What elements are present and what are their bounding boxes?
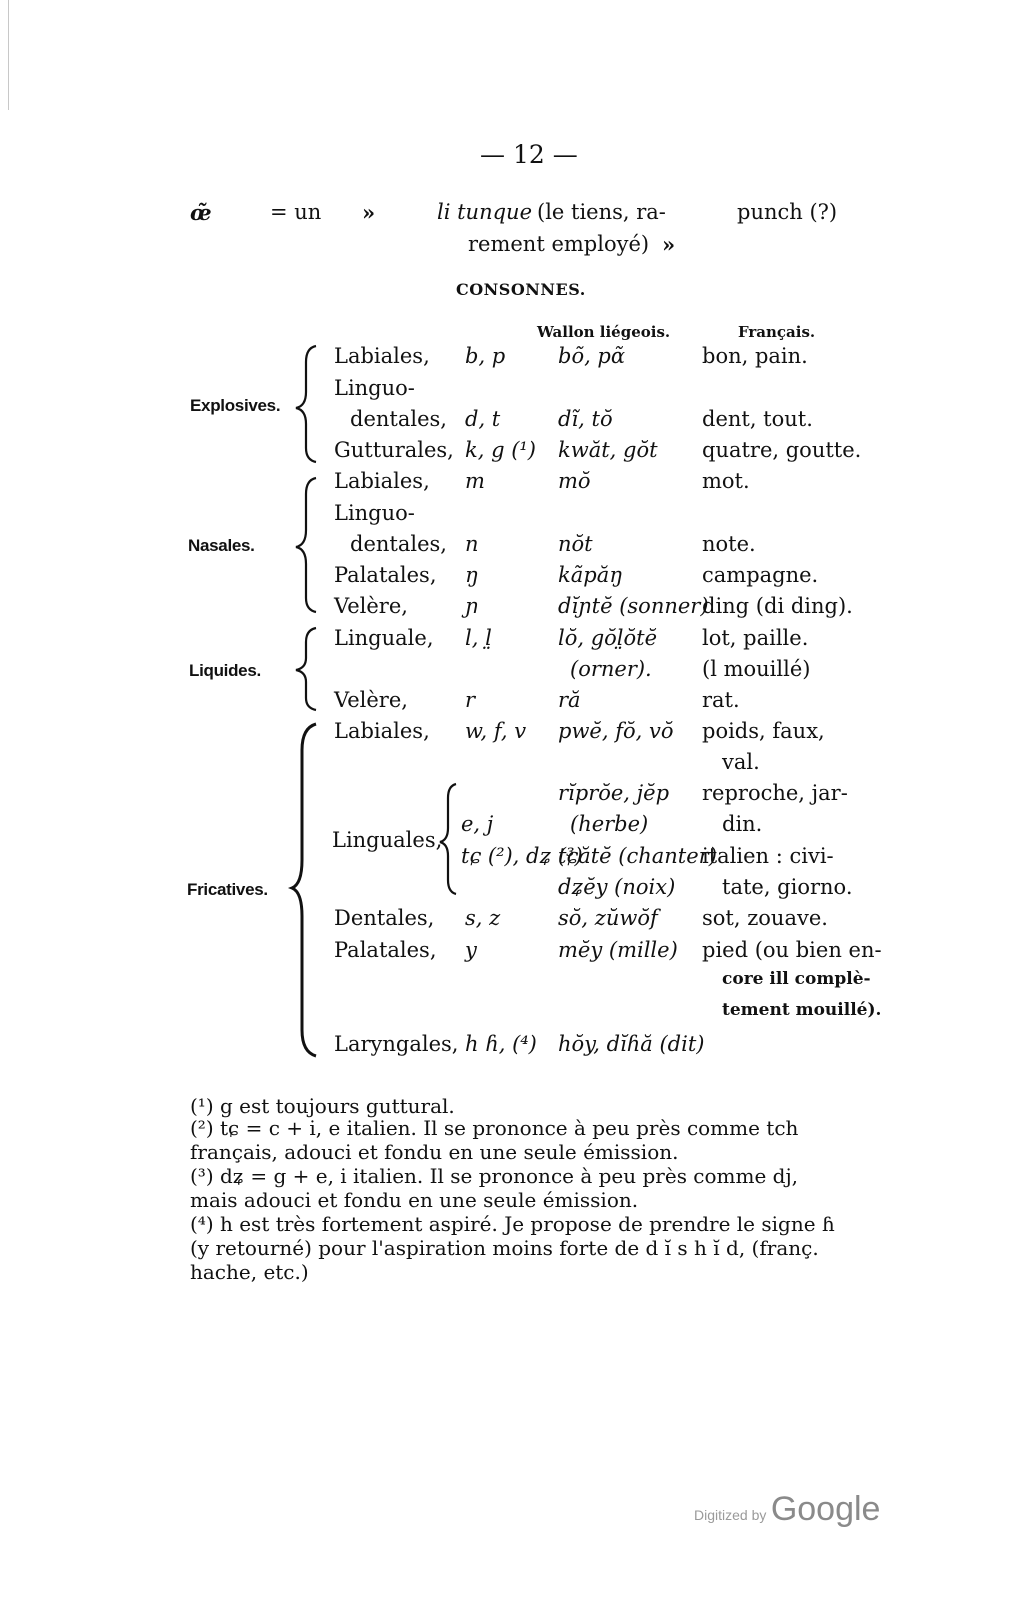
brace-explosives bbox=[296, 346, 316, 462]
row-francais: tement mouillé). bbox=[722, 1000, 882, 1020]
category-explosives: Explosives. bbox=[190, 396, 281, 415]
row-symbol: ɲ bbox=[465, 594, 479, 618]
row-francais: sot, zouave. bbox=[702, 906, 828, 930]
row-francais: tate, giorno. bbox=[722, 875, 853, 899]
row-francais: val. bbox=[722, 750, 760, 774]
footnote-2: (²) tɕ = c + i, e italien. Il se prononce à peu près comme tch français, adouci et fondu en une seule émission. bbox=[190, 1116, 799, 1164]
row-category: Linguo- bbox=[334, 376, 415, 400]
brace-fricatives bbox=[292, 724, 316, 1056]
row-category: dentales, bbox=[350, 532, 447, 556]
category-fricatives: Fricatives. bbox=[187, 880, 268, 899]
row-category: Linguo- bbox=[334, 501, 415, 525]
row-category: Laryngales, bbox=[334, 1032, 459, 1056]
brace-nasales bbox=[296, 478, 316, 612]
row-wallon: sŏ, zŭwŏf bbox=[558, 906, 658, 930]
row-wallon: dĭɲtĕ (sonner) bbox=[558, 594, 709, 618]
intro-french: punch (?) bbox=[737, 200, 838, 224]
digitized-by-text: Digitized by bbox=[694, 1507, 767, 1523]
row-category: Linguale, bbox=[334, 626, 434, 650]
row-category: Labiales, bbox=[334, 344, 430, 368]
row-francais: ding (di ding). bbox=[702, 594, 853, 618]
row-category: Labiales, bbox=[334, 719, 430, 743]
row-wallon: lŏ, gŏl̤ŏtĕ bbox=[558, 626, 658, 650]
row-symbol: y bbox=[465, 938, 477, 962]
intro-ditto-1: » bbox=[362, 200, 376, 225]
category-liquides: Liquides. bbox=[189, 661, 261, 680]
row-category: Velère, bbox=[334, 688, 408, 712]
row-symbol: b, p bbox=[465, 344, 506, 368]
row-symbol: tɕ (²), dʑ (³) bbox=[461, 844, 583, 868]
intro-symbol: œ̃ bbox=[190, 200, 212, 225]
row-wallon: ră bbox=[558, 688, 581, 712]
row-wallon: nŏt bbox=[558, 532, 593, 556]
col-header-wallon: Wallon liégeois. bbox=[537, 323, 671, 341]
row-symbol: n bbox=[465, 532, 479, 556]
row-category: Gutturales, bbox=[334, 438, 454, 462]
row-francais: italien : civi- bbox=[702, 844, 834, 868]
row-wallon: rĭprŏe, jĕp bbox=[558, 781, 670, 805]
row-francais: reproche, jar- bbox=[702, 781, 848, 805]
row-category: Labiales, bbox=[334, 469, 430, 493]
row-category: Velère, bbox=[334, 594, 408, 618]
row-symbol: ŋ bbox=[465, 563, 479, 587]
row-category: Dentales, bbox=[334, 906, 435, 930]
row-symbol: e, j bbox=[461, 812, 494, 836]
row-wallon: kãpăŋ bbox=[558, 563, 623, 587]
category-nasales: Nasales. bbox=[188, 536, 255, 555]
row-category: Palatales, bbox=[334, 563, 437, 587]
row-wallon: pwĕ, fŏ, vŏ bbox=[558, 719, 674, 743]
row-francais: pied (ou bien en- bbox=[702, 938, 882, 962]
footnote-4: (⁴) h est très fortement aspiré. Je propose de prendre le signe ɦ (y retourné) pour l'aspiration moins forte de d ĭ s h ĭ d, (franç. hache, etc.) bbox=[190, 1212, 835, 1284]
row-francais: core ill complè- bbox=[722, 969, 871, 989]
row-francais: quatre, goutte. bbox=[702, 438, 862, 462]
row-francais: bon, pain. bbox=[702, 344, 808, 368]
digitized-by-google bbox=[694, 1490, 880, 1529]
row-francais: campagne. bbox=[702, 563, 819, 587]
row-francais: mot. bbox=[702, 469, 750, 493]
row-wallon: tɕătĕ (chanter) bbox=[558, 844, 717, 868]
row-francais: dent, tout. bbox=[702, 407, 813, 431]
intro-ditto-2: » bbox=[662, 232, 676, 257]
row-wallon: (herbe) bbox=[570, 812, 649, 836]
brace-liquides bbox=[296, 628, 316, 710]
row-wallon: dʑĕy (noix) bbox=[558, 875, 676, 899]
intro-example: li tunque bbox=[437, 200, 532, 224]
row-wallon: kwăt, gŏt bbox=[558, 438, 658, 462]
row-symbol: w, f, v bbox=[465, 719, 527, 743]
row-category: Palatales, bbox=[334, 938, 437, 962]
row-category: dentales, bbox=[350, 407, 447, 431]
row-symbol: d, t bbox=[465, 407, 501, 431]
google-logo: Google bbox=[770, 1490, 881, 1528]
row-francais: rat. bbox=[702, 688, 740, 712]
intro-gloss-b: rement employé) bbox=[468, 232, 650, 256]
section-title: CONSONNES. bbox=[456, 280, 586, 299]
row-symbol: r bbox=[465, 688, 476, 712]
footnote-3: (³) dʑ = g + e, i italien. Il se prononce à peu près comme dj, mais adouci et fondu en une seule émission. bbox=[190, 1164, 799, 1212]
row-francais: (l mouillé) bbox=[702, 657, 811, 681]
row-wallon: (orner). bbox=[570, 657, 652, 681]
row-wallon: mĕy (mille) bbox=[558, 938, 678, 962]
row-symbol: h ɦ, (⁴) bbox=[465, 1032, 537, 1056]
row-wallon: hŏy, dĭɦă (dit) bbox=[558, 1032, 705, 1056]
intro-eq: = un bbox=[270, 200, 322, 224]
row-wallon: bõ, pɑ̃ bbox=[558, 344, 626, 368]
page-number: — 12 — bbox=[480, 140, 578, 169]
row-symbol: l, l̤ bbox=[465, 626, 492, 650]
footnote-1: (¹) g est toujours guttural. bbox=[190, 1094, 455, 1118]
row-wallon: dĩ, tŏ bbox=[558, 407, 613, 431]
row-francais: note. bbox=[702, 532, 756, 556]
row-francais: poids, faux, bbox=[702, 719, 825, 743]
row-symbol: s, z bbox=[465, 906, 501, 930]
intro-gloss-a: (le tiens, ra- bbox=[537, 200, 666, 224]
brace-linguales bbox=[440, 784, 456, 894]
linguales-label: Linguales, bbox=[332, 828, 443, 852]
row-symbol: m bbox=[465, 469, 485, 493]
row-wallon: mŏ bbox=[558, 469, 591, 493]
col-header-francais: Français. bbox=[738, 323, 816, 341]
row-symbol: k, g (¹) bbox=[465, 438, 536, 462]
row-francais: lot, paille. bbox=[702, 626, 809, 650]
row-francais: din. bbox=[722, 812, 763, 836]
